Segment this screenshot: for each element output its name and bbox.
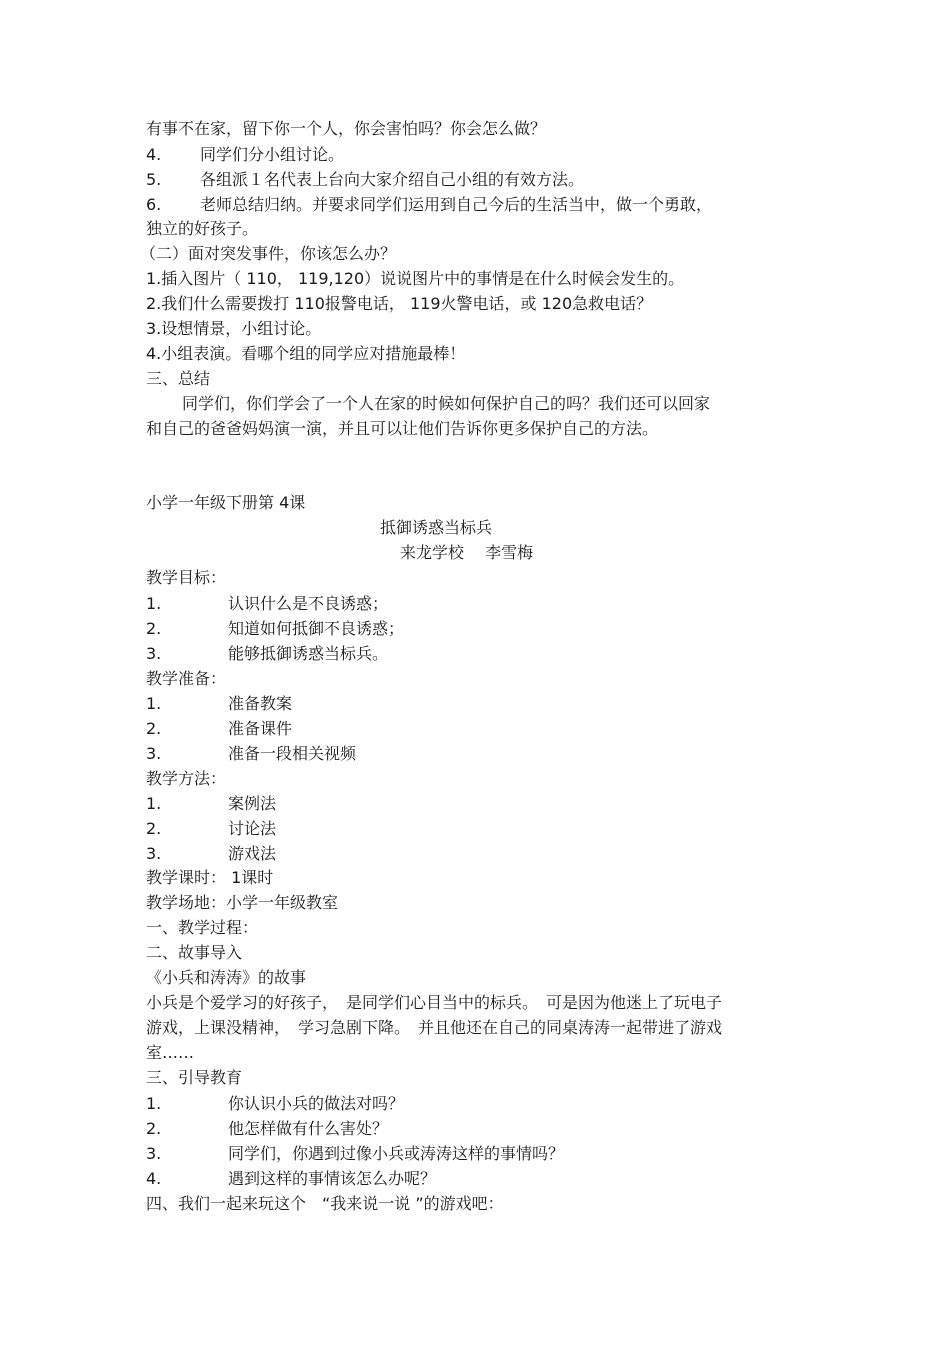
text-line: 《小兵和涛涛》的故事 (146, 968, 307, 987)
lesson-label: 小学一年级下册第 4课 (146, 493, 306, 512)
list-item (146, 1168, 436, 1190)
list-number: 2. (146, 719, 162, 738)
text-line: 2.我们什么需要拨打 110报警电话， 119火警电话，或 120急救电话？ (146, 294, 653, 313)
author-line: 来龙学校 李雪梅 (400, 543, 534, 562)
list-number: 3. (146, 844, 162, 863)
list-item-text: 遇到这样的事情该怎么办呢？ (228, 1169, 437, 1188)
list-item (146, 643, 388, 665)
section-heading: 教学方法： (146, 769, 227, 788)
list-item (146, 144, 344, 166)
paragraph-text: 小兵是个爱学习的好孩子， 是同学们心目当中的标兵。 可是因为他迷上了玩电子 (146, 993, 723, 1012)
list-item (146, 1093, 404, 1115)
list-number: 3. (146, 644, 162, 663)
list-number: 4. (146, 145, 162, 164)
text-line: 1.插入图片（ 110， 119,120）说说图片中的事情是在什么时候会发生的。 (146, 269, 685, 288)
list-item (146, 818, 276, 840)
list-item (146, 843, 276, 865)
section-heading: 三、引导教育 (146, 1068, 243, 1087)
section-heading: （二）面对突发事件，你该怎么办？ (140, 244, 397, 263)
list-item (146, 1143, 564, 1165)
text-line: 3.设想情景，小组讨论。 (146, 319, 322, 338)
text-line: 有事不在家，留下你一个人，你会害怕吗？你会怎么做？ (146, 119, 547, 138)
section-heading: 三、总结 (146, 369, 211, 388)
list-item-text: 各组派１名代表上台向大家介绍自己小组的有效方法。 (200, 170, 585, 189)
list-item (146, 743, 356, 765)
list-number: 1. (146, 1094, 162, 1113)
list-item (146, 593, 388, 615)
list-item (146, 718, 292, 740)
section-heading: 四、我们一起来玩这个 “我来说一说 ”的游戏吧： (146, 1194, 504, 1213)
list-item-text: 同学们分小组讨论。 (200, 145, 345, 164)
section-heading: 二、故事导入 (146, 943, 243, 962)
list-item (146, 1118, 388, 1140)
list-number: 5. (146, 170, 162, 189)
list-item-text: 游戏法 (228, 844, 277, 863)
section-heading: 教学目标： (146, 568, 227, 587)
list-item-text: 他怎样做有什么害处？ (228, 1119, 389, 1138)
list-item-text: 认识什么是不良诱惑； (228, 594, 389, 613)
list-item-text: 准备教案 (228, 694, 293, 713)
paragraph-text: 同学们，你们学会了一个人在家的时候如何保护自己的吗？我们还可以回家 (182, 394, 711, 413)
list-item-text: 同学们，你遇到过像小兵或涛涛这样的事情吗？ (228, 1144, 565, 1163)
list-number: 6. (146, 195, 162, 214)
text-line: 4.小组表演。看哪个组的同学应对措施最棒！ (146, 344, 466, 363)
list-item (146, 693, 292, 715)
list-number: 3. (146, 744, 162, 763)
lesson-title: 抵御诱惑当标兵 (380, 518, 493, 537)
list-item-text: 老师总结归纳。并要求同学们运用到自己今后的生活当中，做一个勇敢， (200, 195, 713, 214)
list-item (146, 793, 276, 815)
list-item-text: 准备课件 (228, 719, 293, 738)
paragraph-text: 室…… (146, 1043, 195, 1062)
paragraph-text: 和自己的爸爸妈妈演一演，并且可以让他们告诉你更多保护自己的方法。 (146, 419, 659, 438)
paragraph-text: 游戏，上课没精神， 学习急剧下降。 并且他还在自己的同桌涛涛一起带进了游戏 (146, 1018, 723, 1037)
list-item-text: 案例法 (228, 794, 277, 813)
text-line: 教学场地：小学一年级教室 (146, 893, 339, 912)
text-line: 独立的好孩子。 (146, 219, 259, 238)
list-item (146, 618, 404, 640)
list-number: 2. (146, 1119, 162, 1138)
list-item-text: 准备一段相关视频 (228, 744, 357, 763)
list-item-text: 你认识小兵的做法对吗？ (228, 1094, 405, 1113)
list-number: 1. (146, 794, 162, 813)
list-number: 2. (146, 619, 162, 638)
section-heading: 教学准备： (146, 669, 227, 688)
list-number: 1. (146, 594, 162, 613)
list-item-text: 能够抵御诱惑当标兵。 (228, 644, 389, 663)
list-item-text: 知道如何抵御不良诱惑； (228, 619, 405, 638)
list-item (146, 169, 584, 191)
list-number: 1. (146, 694, 162, 713)
list-item (146, 194, 712, 216)
section-heading: 一、教学过程： (146, 918, 259, 937)
list-number: 3. (146, 1144, 162, 1163)
list-number: 2. (146, 819, 162, 838)
list-number: 4. (146, 1169, 162, 1188)
text-line: 教学课时： 1课时 (146, 868, 274, 887)
list-item-text: 讨论法 (228, 819, 277, 838)
